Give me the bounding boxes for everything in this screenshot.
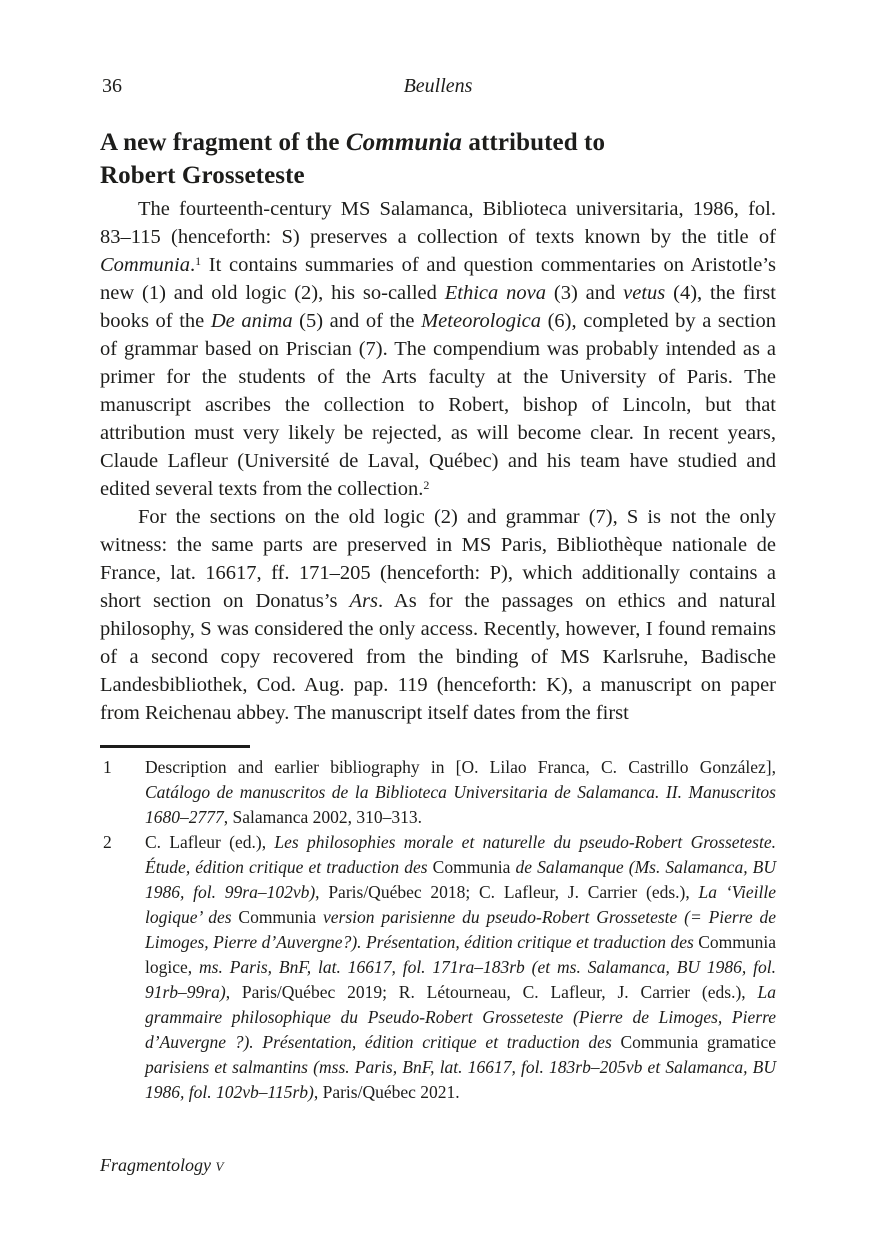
page-content: [100, 73, 776, 1105]
running-head-author: Beullens: [403, 75, 473, 97]
footnote-separator-rule: [100, 745, 250, 748]
text-run: , Paris/Québec 2019; R. Létourneau, C. Lafleur, J. Carrier (eds.),: [225, 982, 758, 1002]
body-paragraph-1: [100, 195, 776, 503]
footnote-1-text: [145, 757, 776, 827]
text-run: , Paris/Québec 2021.: [313, 1082, 460, 1102]
text-run: Communia: [345, 129, 463, 156]
text-run: de Salamanque (Ms. Salamanca, BU 1986, fol. 99ra–102vb): [145, 857, 776, 902]
text-run: La ‘Vieille logique’ des: [145, 882, 776, 927]
footnote-2-text: [145, 832, 776, 1102]
text-run: v: [215, 1155, 224, 1175]
text-run: Communia: [100, 254, 190, 276]
footnote-1-marker: 1: [103, 757, 112, 777]
text-run: parisiens et salmantins (mss. Paris, BnF, lat. 16617, fol. 183rb–205vb et Salamanca, BU 1986, fol. 102vb–115rb): [145, 1057, 776, 1102]
footnotes-section: [100, 755, 776, 1105]
article-title: [100, 126, 776, 192]
text-run: , Paris/Québec 2018; C. Lafleur, J. Carrier (eds.),: [315, 882, 699, 902]
footnote-1: [100, 755, 776, 830]
footnote-reference: 1: [195, 254, 202, 268]
text-run: A new fragment of the: [100, 129, 346, 156]
text-run: La grammaire philosophique du Pseudo-Robert Grosseteste (Pierre de Limoges, Pierre d’Auvergne ?). Présentation, édition critique et traduction des: [145, 982, 776, 1052]
text-run: .: [189, 254, 196, 276]
text-run: Communia gramatice: [620, 1032, 776, 1052]
text-run: version parisienne du pseudo-Robert Grosseteste (= Pierre de Limoges, Pierre d’Auvergne?). Présentation, édition critique et traduction des: [145, 907, 777, 952]
footnote-2-marker: 2: [103, 832, 112, 852]
text-run: Communia: [238, 907, 324, 927]
text-run: C. Lafleur (ed.),: [145, 832, 275, 852]
text-run: It contains summaries of and question commentaries on Aristotle’s new (1) and old logic (2), his so-called: [100, 254, 776, 304]
text-run: De anima: [210, 310, 293, 332]
text-run: attributed to: [462, 129, 606, 156]
body-paragraph-2: [100, 503, 776, 727]
text-run: Meteorologica: [421, 310, 542, 332]
text-run: Communia: [432, 857, 516, 877]
text-run: , Salamanca 2002, 310–313.: [223, 807, 423, 827]
text-run: . As for the passages on ethics and natural philosophy, S was considered the only access. Recently, however, I found remains of a second copy recovered from the binding of MS Karlsruhe, Badische Landesbibliothek, Cod. Aug. pap. 119 (henceforth: K), a manuscript on paper from Reichenau abbey. The manuscript itself dates from the first: [100, 590, 776, 724]
text-run: (4), the first books of the: [100, 282, 776, 332]
text-run: (3) and: [546, 282, 624, 304]
footnote-reference: 2: [423, 478, 430, 492]
journal-footer: [100, 1153, 223, 1177]
text-run: Fragmentology: [100, 1155, 216, 1175]
text-run: Les philosophies morale et naturelle du pseudo-Robert Grosseteste. Étude, édition critique et traduction des: [145, 832, 776, 877]
text-run: (5) and of the: [292, 310, 422, 332]
text-run: The fourteenth-century MS Salamanca, Biblioteca universitaria, 1986, fol. 83–115 (henceforth: S) preserves a collection of texts known by the title of: [100, 198, 776, 248]
text-run: Communia logice,: [145, 932, 776, 977]
page-number: 36: [102, 75, 122, 97]
text-run: (6), completed by a section of grammar based on Priscian (7). The compendium was probably intended as a primer for the students of the Arts faculty at the University of Paris. The manuscript ascribes the collection to Robert, bishop of Lincoln, but that attribution must very likely be rejected, as will become clear. In recent years, Claude Lafleur (Université de Laval, Québec) and his team have studied and edited several texts from the collection.: [100, 310, 776, 500]
text-run: Robert Grosseteste: [100, 162, 305, 189]
text-run: Ethica nova: [444, 282, 546, 304]
text-run: vetus: [623, 282, 666, 304]
footnote-2: [100, 830, 776, 1105]
journal-volume-label: [100, 1155, 223, 1175]
running-header: [100, 73, 776, 100]
text-run: Catálogo de manuscritos de la Biblioteca Universitaria de Salamanca. II. Manuscritos 1680–2777: [145, 782, 776, 827]
text-run: For the sections on the old logic (2) and grammar (7), S is not the only witness: the same parts are preserved in MS Paris, Bibliothèque nationale de France, lat. 16617, ff. 171–205 (henceforth: P), which additionally contains a short section on Donatus’s: [100, 506, 776, 612]
text-run: Ars: [349, 590, 378, 612]
text-run: ms. Paris, BnF, lat. 16617, fol. 171ra–183rb (et ms. Salamanca, BU 1986, fol. 91rb–99ra): [145, 957, 776, 1002]
text-run: Description and earlier bibliography in [O. Lilao Franca, C. Castrillo González],: [145, 757, 776, 777]
